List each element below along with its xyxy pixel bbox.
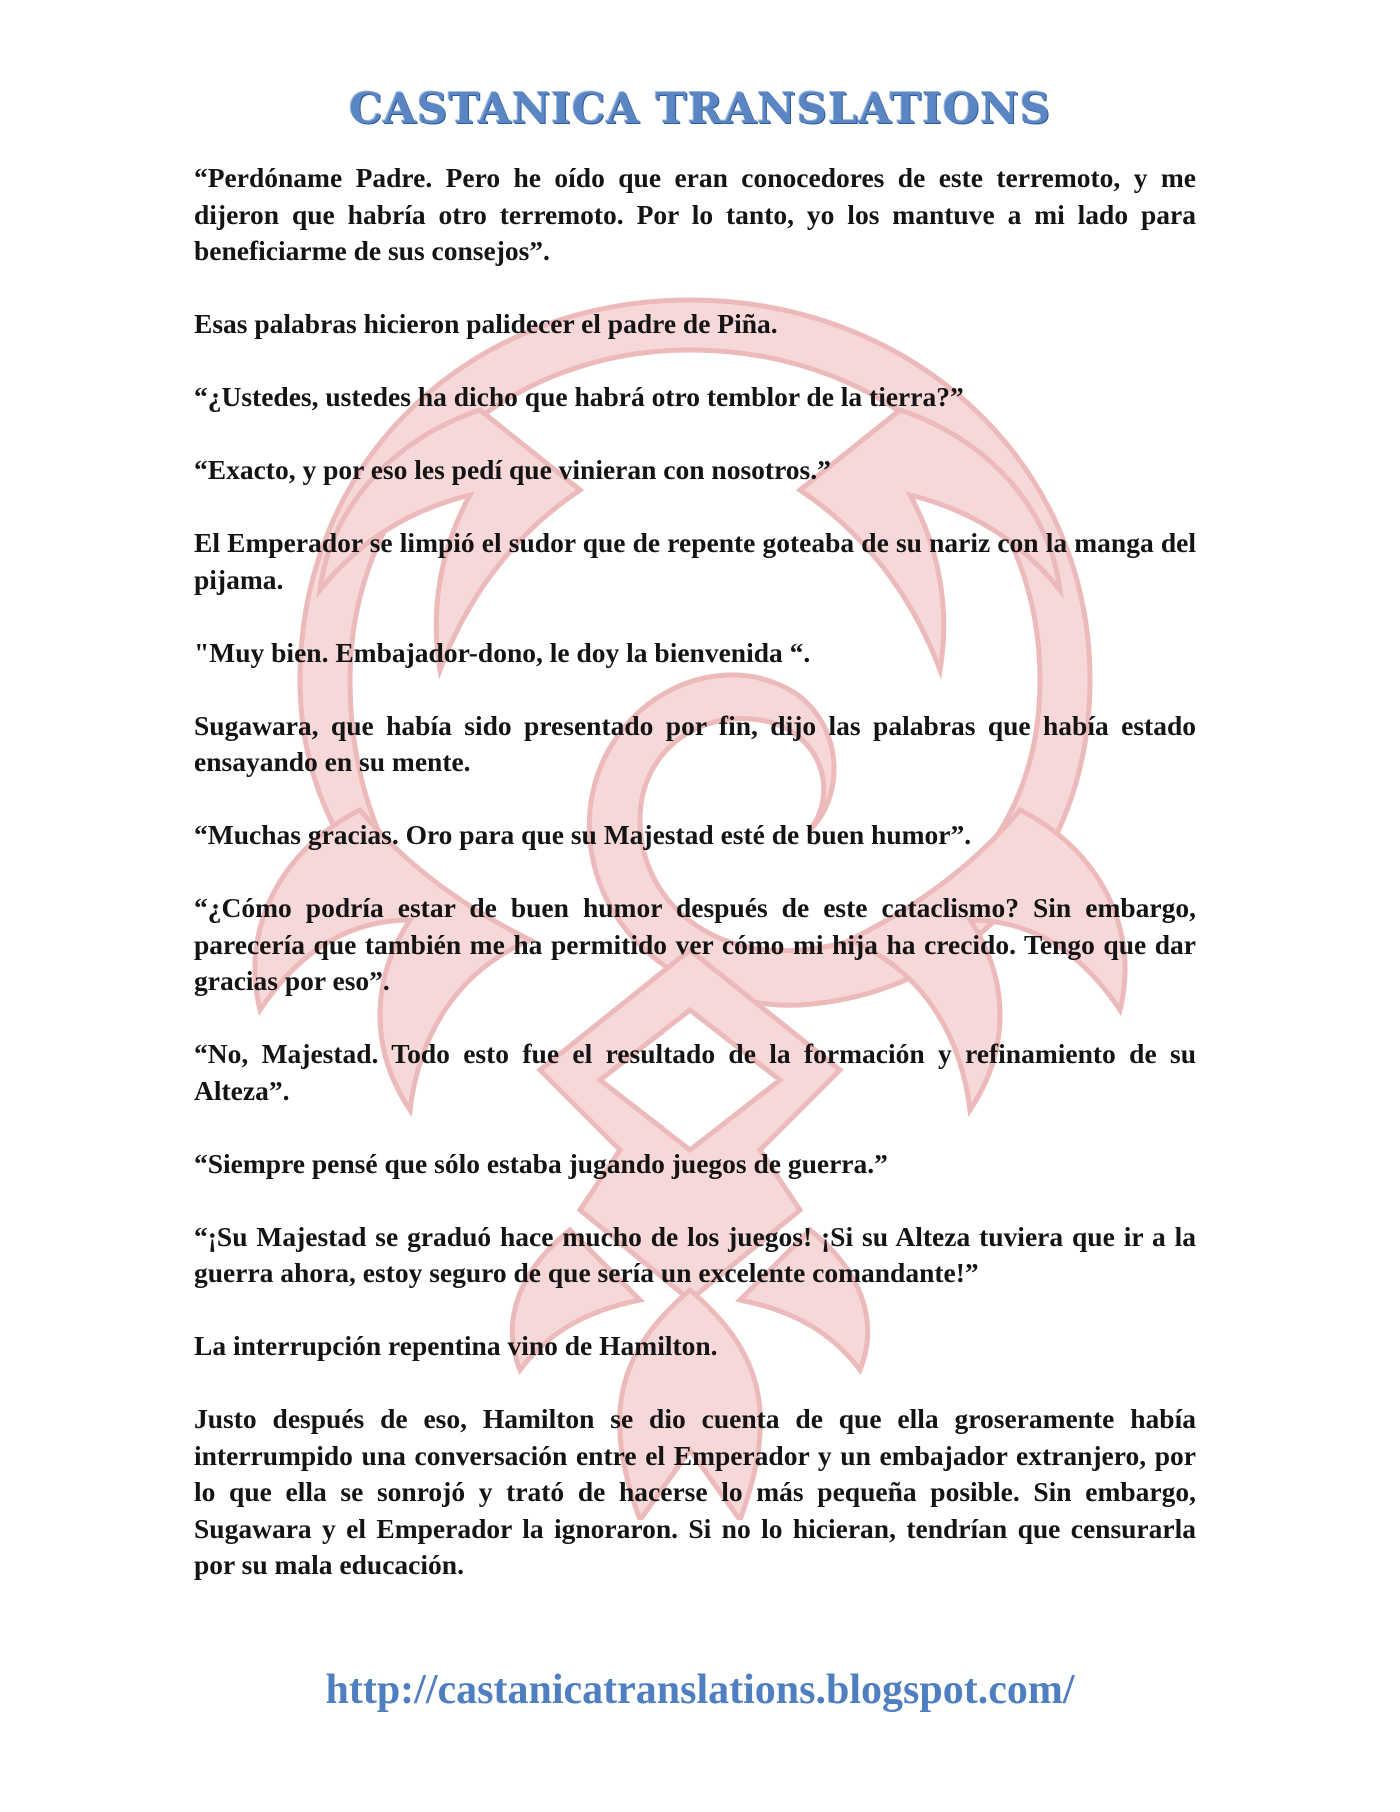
document-body [194, 160, 1196, 1620]
paragraph: “¿Cómo podría estar de buen humor después de este cataclismo? Sin embargo, parecería que también me ha permitido ver cómo mi hija ha crecido. Tengo que dar gracias por eso”. [194, 892, 1196, 996]
site-title: CASTANICA TRANSLATIONS [348, 84, 1052, 133]
paragraph: “No, Majestad. Todo esto fue el resultado de la formación y refinamiento de su Alteza”. [194, 1038, 1196, 1106]
paragraph: Esas palabras hicieron palidecer el padre de Piña. [194, 308, 778, 339]
paragraph: “Siempre pensé que sólo estaba jugando juegos de guerra.” [194, 1147, 888, 1179]
paragraph: “¡Su Majestad se graduó hace mucho de los juegos! ¡Si su Alteza tuviera que ir a la guerra ahora, estoy seguro de que sería un excelente comandante!” [194, 1220, 1196, 1288]
paragraph: La interrupción repentina vino de Hamilton. [194, 1330, 718, 1361]
paragraph: Sugawara, que había sido presentado por fin, dijo las palabras que había estado ensayando en su mente. [194, 709, 1196, 777]
paragraph: El Emperador se limpió el sudor que de repente goteaba de su nariz con la manga del pijama. [194, 527, 1196, 595]
paragraph: “¿Ustedes, ustedes ha dicho que habrá otro temblor de la tierra?” [194, 381, 964, 412]
blog-url-link[interactable]: http://castanicatranslations.blogspot.com/ [325, 1667, 1075, 1713]
paragraph: “Perdóname Padre. Pero he oído que eran conocedores de este terremoto, y me dijeron que habría otro terremoto. Por lo tanto, yo los mantuve a mi lado para beneficiarme de sus consejos”. [194, 162, 1196, 266]
paragraph: “Muchas gracias. Oro para que su Majestad esté de buen humor”. [194, 819, 972, 850]
paragraph: Justo después de eso, Hamilton se dio cuenta de que ella groseramente había interrumpido una conversación entre el Emperador y un embajador extranjero, por lo que ella se sonrojó y trató de hacerse lo más pequeña posible. Sin embargo, Sugawara y el Emperador la ignoraron. Si no lo hicieran, tendrían que censurarla por su mala educación. [194, 1403, 1196, 1580]
paragraph: "Muy bien. Embajador-dono, le doy la bienvenida “. [194, 636, 811, 668]
paragraph: “Exacto, y por eso les pedí que vinieran con nosotros.” [194, 454, 831, 485]
